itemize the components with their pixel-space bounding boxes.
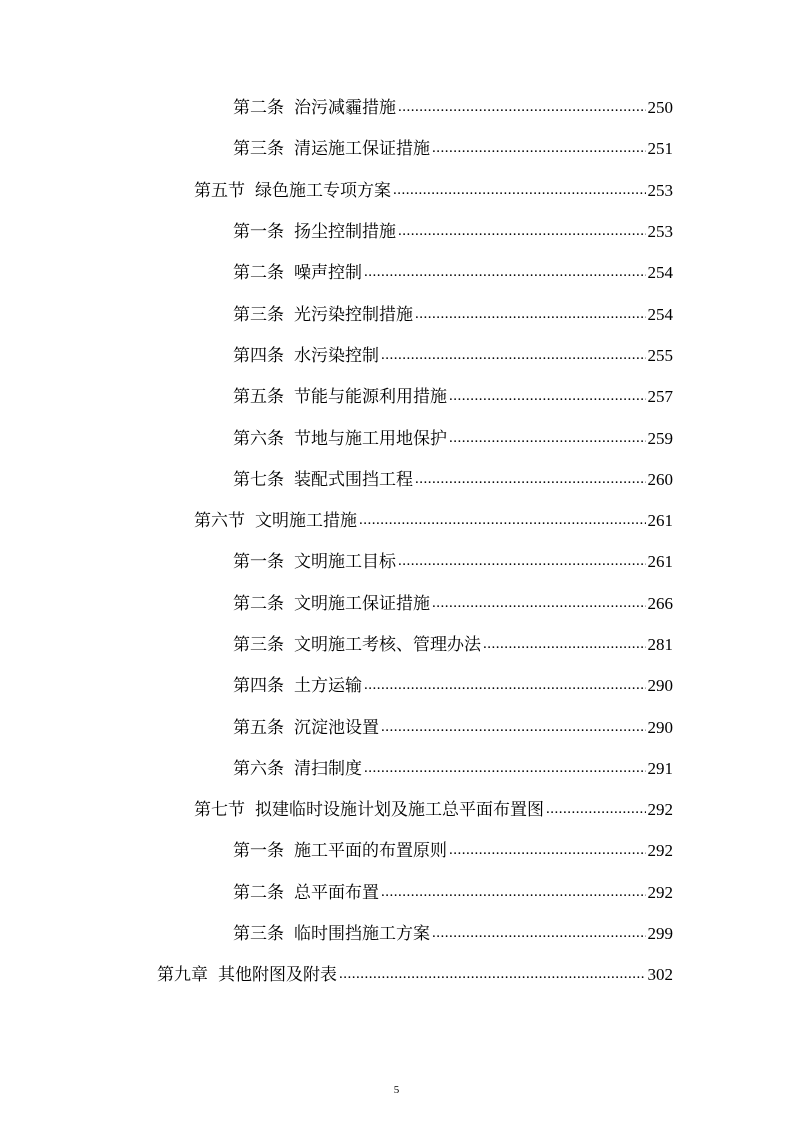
toc-entry-page: 260 [647, 469, 673, 489]
toc-entry[interactable] [0, 625, 793, 666]
dot-leader [449, 385, 646, 407]
toc-entry[interactable] [0, 584, 793, 625]
toc-entry-label: 第一条 [233, 552, 284, 573]
toc-entry-title: 施工平面的布置原则 [294, 841, 447, 862]
toc-entry-page: 281 [647, 635, 673, 654]
toc-entry-title: 文明施工措施 [255, 511, 357, 532]
toc-entry-title: 治污减霾措施 [294, 98, 396, 119]
toc-entry-label: 第二条 [233, 593, 284, 614]
toc-entry-label: 第五条 [233, 387, 284, 408]
dot-leader [381, 716, 646, 738]
toc-entry-label: 第五条 [233, 717, 284, 738]
toc-entry-title: 其他附图及附表 [218, 965, 337, 986]
dot-leader [449, 427, 646, 449]
dot-leader [364, 261, 646, 283]
toc-entry-page: 250 [647, 98, 673, 118]
toc-entry[interactable] [0, 790, 793, 831]
toc-entry-page: 299 [647, 924, 673, 944]
toc-entry[interactable] [0, 873, 793, 914]
toc-entry-title: 节地与施工用地保护 [294, 428, 447, 449]
toc-entry[interactable] [0, 542, 793, 583]
toc-entry-title: 绿色施工专项方案 [255, 180, 391, 201]
dot-leader [449, 839, 646, 861]
toc-entry-label: 第四条 [233, 345, 284, 366]
toc-entry-title: 土方运输 [294, 676, 362, 697]
toc-entry[interactable] [0, 707, 793, 748]
dot-leader [381, 881, 646, 903]
toc-entry-title: 水污染控制 [294, 345, 379, 366]
toc-entry-label: 第三条 [233, 924, 284, 945]
toc-entry-page: 292 [647, 841, 673, 861]
toc-entry-label: 第六条 [233, 758, 284, 779]
toc-entry[interactable] [0, 336, 793, 377]
toc-entry-title: 沉淀池设置 [294, 717, 379, 738]
toc-entry-title: 文明施工目标 [294, 552, 396, 573]
toc-entry[interactable] [0, 129, 793, 170]
toc-entry-label: 第五节 [194, 180, 245, 201]
toc-entry-label: 第七节 [194, 800, 245, 821]
table-of-contents [0, 88, 793, 997]
toc-entry-label: 第二条 [233, 98, 284, 119]
toc-entry[interactable] [0, 666, 793, 707]
toc-entry-title: 清运施工保证措施 [294, 139, 430, 160]
toc-entry-page: 292 [647, 882, 673, 902]
toc-entry-page: 253 [647, 222, 673, 242]
toc-entry[interactable] [0, 831, 793, 872]
dot-leader [398, 550, 646, 572]
toc-entry-page: 254 [647, 304, 673, 324]
toc-entry-page: 292 [647, 800, 673, 820]
toc-entry-title: 文明施工保证措施 [294, 593, 430, 614]
toc-entry-label: 第三条 [233, 304, 284, 325]
toc-entry-title: 装配式围挡工程 [294, 469, 413, 490]
toc-entry-page: 290 [647, 717, 673, 737]
toc-entry[interactable] [0, 501, 793, 542]
dot-leader [432, 592, 646, 614]
toc-entry-page: 291 [647, 758, 673, 778]
toc-entry[interactable] [0, 749, 793, 790]
dot-leader [415, 303, 646, 325]
dot-leader [483, 633, 646, 655]
toc-entry[interactable] [0, 171, 793, 212]
toc-entry[interactable] [0, 914, 793, 955]
dot-leader [364, 674, 646, 696]
toc-entry[interactable] [0, 460, 793, 501]
toc-entry-label: 第一条 [233, 841, 284, 862]
toc-entry-page: 261 [647, 552, 673, 572]
toc-entry-page: 266 [647, 593, 673, 613]
toc-entry-page: 290 [647, 676, 673, 696]
toc-entry-label: 第七条 [233, 469, 284, 490]
toc-entry-page: 254 [647, 263, 673, 283]
dot-leader [415, 468, 646, 490]
toc-entry-label: 第九章 [157, 965, 208, 986]
dot-leader [546, 798, 646, 820]
toc-entry-label: 第三条 [233, 635, 284, 655]
dot-leader [398, 96, 646, 118]
toc-entry-title: 临时围挡施工方案 [294, 924, 430, 945]
toc-entry-page: 255 [647, 345, 673, 365]
toc-entry[interactable] [0, 955, 793, 996]
dot-leader [432, 137, 646, 159]
toc-entry-title: 节能与能源利用措施 [294, 387, 447, 408]
page-number: 5 [393, 1084, 400, 1096]
dot-leader [359, 509, 646, 531]
toc-entry-title: 文明施工考核、管理办法 [294, 635, 481, 655]
dot-leader [393, 179, 646, 201]
toc-entry[interactable] [0, 377, 793, 418]
toc-entry-page: 251 [647, 139, 673, 159]
toc-entry[interactable] [0, 418, 793, 459]
toc-entry[interactable] [0, 88, 793, 129]
dot-leader [432, 922, 646, 944]
toc-entry-title: 拟建临时设施计划及施工总平面布置图 [255, 800, 544, 821]
toc-entry-page: 259 [647, 428, 673, 448]
toc-entry-label: 第二条 [233, 263, 284, 284]
toc-entry-label: 第一条 [233, 222, 284, 243]
toc-entry[interactable] [0, 294, 793, 335]
toc-entry[interactable] [0, 212, 793, 253]
dot-leader [398, 220, 646, 242]
toc-entry[interactable] [0, 253, 793, 294]
toc-entry-page: 261 [647, 511, 673, 531]
toc-entry-title: 扬尘控制措施 [294, 222, 396, 243]
toc-entry-label: 第三条 [233, 139, 284, 160]
toc-entry-page: 257 [647, 387, 673, 407]
toc-entry-title: 光污染控制措施 [294, 304, 413, 325]
toc-entry-title: 噪声控制 [294, 263, 362, 284]
toc-entry-title: 清扫制度 [294, 758, 362, 779]
toc-entry-page: 253 [647, 180, 673, 200]
dot-leader [364, 757, 646, 779]
dot-leader [381, 344, 646, 366]
toc-entry-title: 总平面布置 [294, 882, 379, 903]
toc-entry-label: 第六节 [194, 511, 245, 532]
toc-entry-page: 302 [647, 965, 673, 985]
toc-entry-label: 第六条 [233, 428, 284, 449]
toc-entry-label: 第二条 [233, 882, 284, 903]
dot-leader [339, 963, 646, 985]
toc-entry-label: 第四条 [233, 676, 284, 697]
